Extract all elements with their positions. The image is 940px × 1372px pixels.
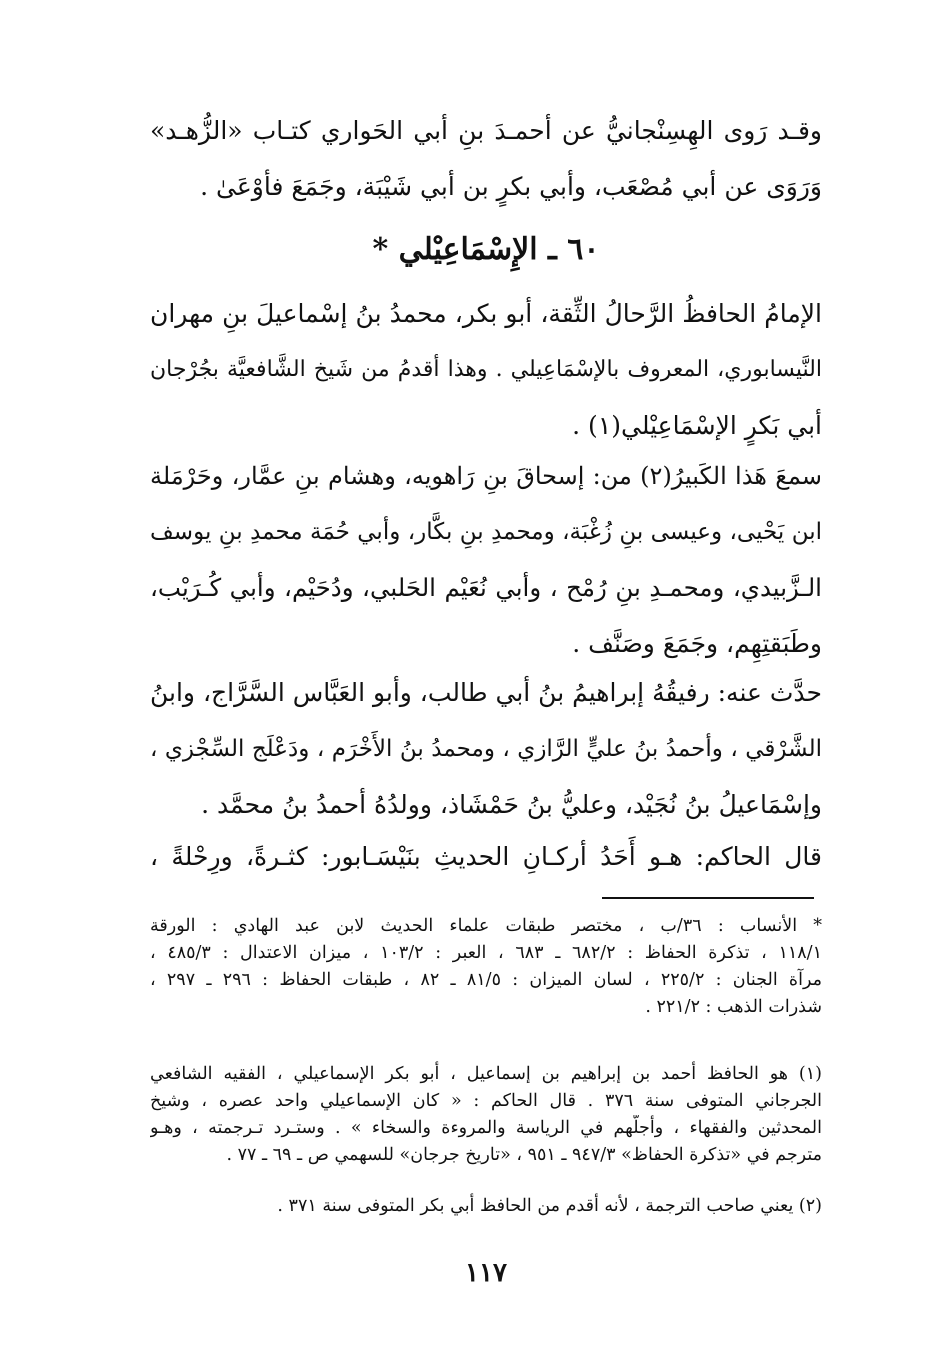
text-line: الـزَّبيدي، ومحمـدِ بنِ رُمْح ، وأبي نُعَيْم الحَلبي، ودُحَيْم، وأبي كُـرَيْب، bbox=[150, 573, 822, 602]
text-line: الإمامُ الحافظُ الرَّحالُ الثِّقة، أبو بكر، محمدُ بنُ إسْماعيلَ بنِ مهران bbox=[150, 299, 822, 328]
text-line: وَرَوَى عن أبي مُصْعَب، وأبي بكرٍ بن أبي شَيْبَة، وجَمَعَ فأوْعَىٰ . bbox=[200, 172, 822, 201]
footnote-line: شذرات الذهب : ٢٢١/٢ . bbox=[645, 997, 822, 1017]
text-line: النَّيسابوري، المعروف بالإسْمَاعِيلي . وهذا أقدمُ من شَيخ الشَّافعيَّة بجُرْجان bbox=[150, 357, 822, 382]
footnote-line: (٢) يعني صاحب الترجمة ، لأنه أقدم من الحافظ أبي بكر المتوفى سنة ٣٧١ . bbox=[277, 1196, 822, 1216]
paragraph-biography bbox=[150, 286, 822, 454]
entry-title: ٦٠ ـ الإِسْمَاعِيْلي * bbox=[372, 232, 600, 267]
text-line: الشَّرْقي ، وأحمدُ بنُ عليٍّ الرَّازي ، ومحمدُ بنُ الأَخْرَم ، ودَعْلَج السِّجْزي ، bbox=[150, 736, 822, 762]
footnote-line: الجرجاني المتوفى سنة ٣٧٦ . قال الحاكم : « كان الإسماعيلي واحد عصره ، وشيخ bbox=[150, 1091, 822, 1111]
footnote-separator bbox=[602, 897, 814, 899]
text-line: أبي بَكرٍ الإسْمَاعِيْلي(١) . bbox=[572, 411, 822, 440]
footnote-line: * الأنساب : ٣٦/ب ، مختصر طبقات علماء الحديث لابن عبد الهادي : الورقة bbox=[150, 916, 822, 936]
paragraph-hakim-quote bbox=[150, 829, 822, 885]
paragraph-teachers bbox=[150, 448, 822, 672]
footnote-line: مرآة الجنان : ٢٢٥/٢ ، لسان الميزان : ٨١/٥ ـ ٨٢ ، طبقات الحفاظ : ٢٩٦ ـ ٢٩٧ ، bbox=[150, 970, 822, 990]
footnote-1 bbox=[150, 1061, 822, 1169]
footnote-sources bbox=[150, 913, 822, 1021]
footnote-line: (١) هو الحافظ أحمد بن إبراهيم بن إسماعيل ، أبو بكر الإسماعيلي ، الفقيه الشافعي bbox=[150, 1064, 822, 1084]
footnote-line: ١١٨/١ ، تذكرة الحفاظ : ٦٨٢/٢ ـ ٦٨٣ ، العبر : ١٠٣/٢ ، ميزان الاعتدال : ٤٨٥/٣ ، bbox=[150, 943, 822, 963]
footnote-line: مترجم في «تذكرة الحفاظ» ٩٤٧/٣ ـ ٩٥١ ، «تاريخ جرجان» للسهمي ص ـ ٦٩ ـ ٧٧ . bbox=[226, 1145, 822, 1165]
text-line: حدَّث عنه: رفيقُهُ إبراهيمُ بنُ أبي طالب، وأبو العَبَّاس السَّرَّاج، وابنُ bbox=[150, 678, 822, 707]
text-line: سمعَ هَذا الكَبيرُ(٢) من: إسحاقَ بنِ رَاهويه، وهشام بنِ عمَّار، وحَرْمَلة bbox=[150, 462, 822, 490]
footnote-line: المحدثين والفقهاء ، وأجلّهم في الرياسة والمروءة والسخاء » . وستـرد تـرجمته ، وهـو bbox=[150, 1118, 822, 1138]
page-number: ١١٧ bbox=[465, 1258, 507, 1288]
paragraph-students bbox=[150, 665, 822, 833]
intro-paragraph bbox=[150, 103, 822, 215]
footnote-2 bbox=[150, 1193, 822, 1220]
text-line: وقـد رَوى الهِسِنْجانيُّ عن أحمـدَ بنِ أبي الحَواري كتـاب «الزُّهـد» bbox=[150, 116, 822, 145]
text-line: ابن يَحْيى، وعيسى بنِ زُغْبَة، ومحمدِ بنِ بكَّار، وأبي حُمَة محمدِ بنِ يوسف bbox=[150, 519, 822, 545]
text-line: وإسْمَاعيلُ بنُ نُجَيْد، وعليُّ بنُ حَمْشَاذ، وولدُهُ أحمدُ بنُ محمَّد . bbox=[201, 790, 822, 819]
text-line: وطَبَقتِهِم، وجَمَعَ وصَنَّف . bbox=[572, 629, 822, 658]
text-line: قال الحاكم: هـو أَحَدُ أركـانِ الحديثِ بنَيْسَـابور: كثـرةً، ورِحْلةً ، bbox=[150, 842, 822, 871]
